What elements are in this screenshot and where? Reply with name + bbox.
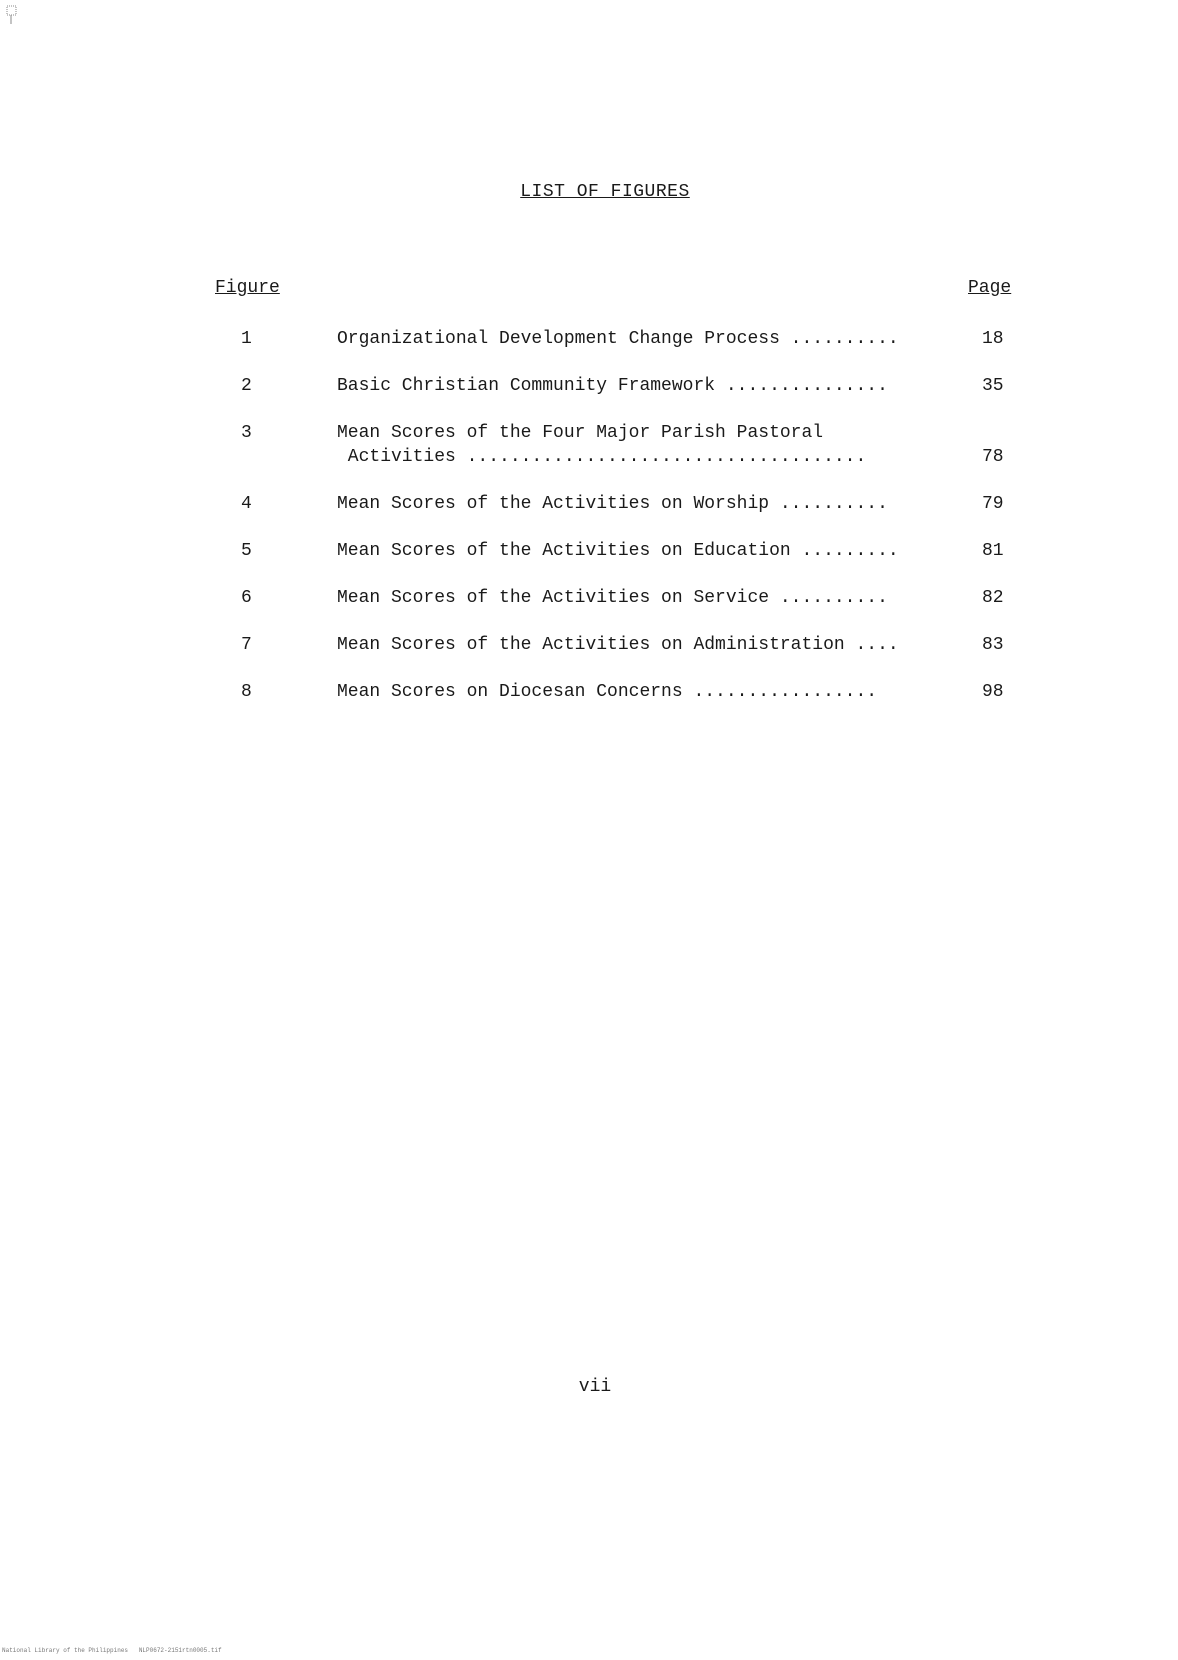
figure-number: 6 — [241, 588, 252, 608]
figure-entry — [0, 539, 1178, 563]
figure-column-header: Figure — [215, 278, 280, 298]
figure-entry — [0, 633, 1178, 657]
page-column-header: Page — [968, 278, 1012, 298]
figure-caption: Mean Scores on Diocesan Concerns ................. — [337, 682, 878, 702]
scan-stamp-mark — [4, 4, 22, 26]
figure-caption-continued: Activities ..................................... — [337, 447, 867, 467]
scan-footer-note: National Library of the Philippines NLP0672-2151rtn0005.tif — [2, 1647, 222, 1654]
figure-page: 78 — [982, 447, 1004, 467]
figure-page: 98 — [982, 682, 1004, 702]
figure-page: 35 — [982, 376, 1004, 396]
figure-entry — [0, 492, 1178, 516]
figure-entry — [0, 421, 1178, 469]
figure-number: 7 — [241, 635, 252, 655]
figure-entry — [0, 586, 1178, 610]
document-title: LIST OF FIGURES — [520, 182, 690, 202]
figure-caption: Mean Scores of the Activities on Service .......... — [337, 588, 888, 608]
page-number: vii — [578, 1377, 612, 1397]
figure-caption: Organizational Development Change Process .......... — [337, 329, 899, 349]
figure-number: 5 — [241, 541, 252, 561]
figure-number: 4 — [241, 494, 252, 514]
figure-entry — [0, 680, 1178, 704]
figure-number: 1 — [241, 329, 252, 349]
figure-entry — [0, 327, 1178, 351]
figure-list — [0, 327, 1178, 727]
figure-page: 82 — [982, 588, 1004, 608]
figure-caption: Mean Scores of the Four Major Parish Pastoral — [337, 423, 824, 443]
figure-number: 8 — [241, 682, 252, 702]
figure-page: 81 — [982, 541, 1004, 561]
figure-entry — [0, 374, 1178, 398]
figure-page: 18 — [982, 329, 1004, 349]
figure-number: 2 — [241, 376, 252, 396]
figure-caption: Mean Scores of the Activities on Administration .... — [337, 635, 899, 655]
figure-page: 83 — [982, 635, 1004, 655]
figure-number: 3 — [241, 423, 252, 443]
figure-caption: Mean Scores of the Activities on Worship .......... — [337, 494, 888, 514]
figure-page: 79 — [982, 494, 1004, 514]
figure-caption: Mean Scores of the Activities on Education ......... — [337, 541, 899, 561]
figure-caption: Basic Christian Community Framework ............... — [337, 376, 888, 396]
